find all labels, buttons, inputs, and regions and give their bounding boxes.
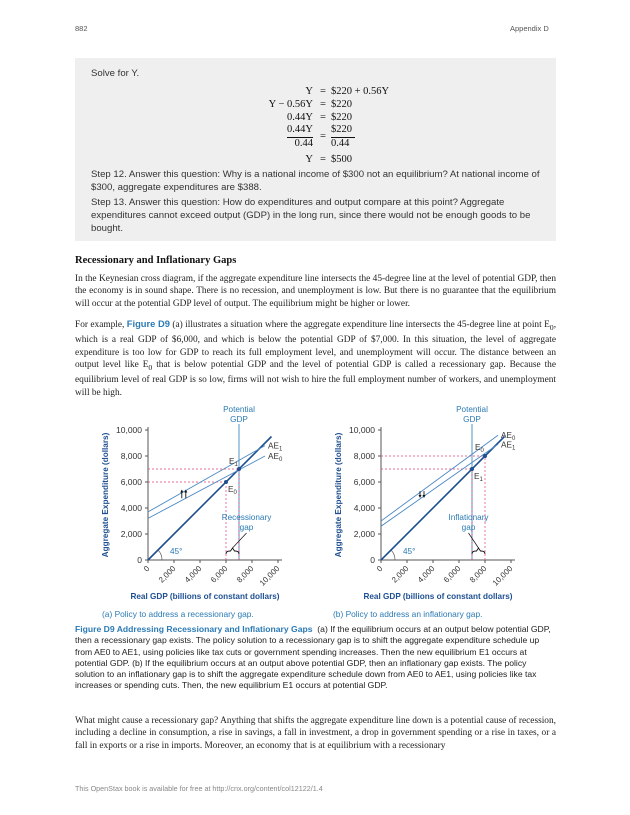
x-tick-label: 8,000 xyxy=(467,564,489,585)
step-12-text: Step 12. Answer this question: Why is a national income of $300 not an equilibrium? At national income of $300, aggregate expenditures are $388. xyxy=(91,169,540,193)
series-line-ae0 xyxy=(148,456,265,518)
y-tick-label: 10,000 xyxy=(349,425,375,435)
figure-caption-text: (a) If the equilibrium occurs at an output below potential GDP, then a recessionary gap exists. The policy solution to a recessionary gap is to shift the aggregate expenditure schedule up from AE0 to AE1, using policies like tax cuts or government spending increases. Then the new equilibrium E1 occurs at potential GDP. (b) If the equilibrium occurs at an output above potential GDP, then an inflationary gap exists. The policy solution to an inflationary gap is to shift the aggregate expenditure schedule down from AE0 to AE1, using policies like tax increases or spending cuts. Then, the new equilibrium E1 occurs at potential GDP. xyxy=(75,624,551,691)
eq2-right: $220 xyxy=(331,99,352,110)
x-tick-label: 0 xyxy=(374,564,385,574)
figure-caption-label: Figure D9 Addressing Recessionary and Inflationary Gaps xyxy=(75,624,313,634)
x-axis-label: Real GDP (billions of constant dollars) xyxy=(130,592,280,601)
paragraph-2-start: For example, xyxy=(75,320,127,330)
eq3-right: $220 xyxy=(331,112,352,123)
gap-bracket xyxy=(226,548,239,554)
y-tick-label: 2,000 xyxy=(353,529,375,539)
angle-label: 45° xyxy=(403,547,416,556)
series-label-sub: 1 xyxy=(278,446,283,453)
x-axis-label: Real GDP (billions of constant dollars) xyxy=(363,592,513,601)
gap-pointer xyxy=(233,533,247,548)
point-label-base: E xyxy=(228,485,234,494)
point-e1 xyxy=(470,467,474,471)
x-tick-label: 4,000 xyxy=(182,564,204,585)
point-label-sub: 1 xyxy=(479,477,483,483)
series-label-sub: 1 xyxy=(511,445,516,452)
running-header: Appendix D xyxy=(510,24,549,33)
x-tick-label: 4,000 xyxy=(415,564,437,585)
x-tick-label: 2,000 xyxy=(389,564,411,585)
angle-arc xyxy=(158,550,162,560)
eq3-left: 0.44Y xyxy=(287,112,313,123)
point-label-base: E xyxy=(474,472,480,481)
series-label-ae0 xyxy=(268,452,283,463)
y-axis-label: Aggregate Expenditure (dollars) xyxy=(334,432,343,558)
solve-intro: Solve for Y. xyxy=(91,68,140,79)
eq5-sign: = xyxy=(320,154,326,165)
eq1-left: Y xyxy=(305,86,313,97)
e0-subscript: 0 xyxy=(549,322,554,332)
eq1-right: $220 + 0.56Y xyxy=(331,86,390,97)
angle-arc xyxy=(391,550,395,560)
potential-gdp-label-line1: Potential xyxy=(223,405,255,414)
chart-inflationary-gap xyxy=(329,403,553,603)
gap-bracket xyxy=(472,548,485,554)
gap-label-line2: gap xyxy=(461,523,476,532)
series-label-sub: 0 xyxy=(278,457,283,463)
paragraph-3: What might cause a recessionary gap? Anything that shifts the aggregate expenditure line down is a potential cause of recession, including a decline in consumption, a rise in savings, a fall in investment, a drop in government spending or a rise in taxes, or a fall in exports or a rise in imports. Moreover, an economy that is at equilibrium with a recessionary xyxy=(75,716,556,751)
y-tick-label: 6,000 xyxy=(353,477,375,487)
y-tick-label: 0 xyxy=(370,555,375,565)
eq4-right-den: 0.44 xyxy=(331,138,350,149)
eq2-sign: = xyxy=(320,99,326,110)
shift-arrow-head xyxy=(419,495,422,498)
paragraph-2-text-c: that is below potential GDP and the level of potential GDP is called a recessionary gap. Because the equilibrium level of real GDP is so low, firms will not wish to hire the full employment number of workers, and unemployment will be high. xyxy=(75,360,556,398)
eq4-right-num: $220 xyxy=(331,124,352,135)
series-line-45deg xyxy=(148,437,272,561)
paragraph-2-text-a: (a) illustrates a situation where the aggregate expenditure line intersects the 45-degree line at point E xyxy=(169,320,550,330)
series-label-base: AE xyxy=(268,441,279,451)
equation-block xyxy=(253,86,453,166)
gap-pointer xyxy=(469,533,479,548)
angle-label: 45° xyxy=(170,547,183,556)
potential-gdp-label-line2: GDP xyxy=(463,415,481,424)
eq4-sign: = xyxy=(320,131,326,142)
point-e0 xyxy=(483,454,487,458)
potential-gdp-label-line1: Potential xyxy=(456,405,488,414)
y-tick-label: 4,000 xyxy=(120,503,142,513)
series-label-ae1 xyxy=(268,442,283,453)
x-tick-label: 10,000 xyxy=(257,564,282,588)
page-number: 882 xyxy=(75,24,88,33)
y-tick-label: 10,000 xyxy=(116,425,142,435)
series-label-base: AE xyxy=(501,440,512,450)
point-label-sub: 1 xyxy=(234,462,238,468)
subfigure-a-caption: (a) Policy to address a recessionary gap. xyxy=(102,609,254,619)
eq3-sign: = xyxy=(320,112,326,123)
figure-d9-link[interactable]: Figure D9 xyxy=(126,319,170,329)
gap-label-line2: gap xyxy=(239,523,254,532)
eq5-right: $500 xyxy=(331,154,352,165)
point-e0 xyxy=(224,480,228,484)
page-footer: This OpenStax book is available for free at http://cnx.org/content/col12122/1.4 xyxy=(75,784,323,793)
y-tick-label: 4,000 xyxy=(353,503,375,513)
y-tick-label: 0 xyxy=(137,555,142,565)
eq5-left: Y xyxy=(305,154,313,165)
point-label-e1 xyxy=(474,472,483,483)
y-axis-label: Aggregate Expenditure (dollars) xyxy=(101,432,110,558)
eq1-sign: = xyxy=(320,86,326,97)
point-label-base: E xyxy=(475,443,481,452)
point-label-e0 xyxy=(228,485,237,496)
point-label-sub: 0 xyxy=(233,490,237,496)
worked-example-box xyxy=(75,58,556,241)
paragraph-2 xyxy=(75,318,556,399)
series-label-base: AE xyxy=(501,431,512,441)
y-tick-label: 2,000 xyxy=(120,529,142,539)
potential-gdp-label-line2: GDP xyxy=(230,415,248,424)
point-label-sub: 0 xyxy=(480,448,484,454)
step-13-text: Step 13. Answer this question: How do expenditures and output compare at this point? Aggregate expenditures cannot exceed output (GDP) in the long run, since there would not be enough goods to be bought. xyxy=(91,197,531,234)
point-label-e1 xyxy=(229,457,238,468)
figure-caption xyxy=(75,624,556,692)
series-label-sub: 0 xyxy=(511,436,516,443)
series-label-base: AE xyxy=(268,452,279,461)
paragraph-1: In the Keynesian cross diagram, if the aggregate expenditure line intersects the 45-degree line at the level of potential GDP, then the economy is in sound shape. There is no recession, and unemployment is low. But there is no guarantee that the equilibrium will occur at the potential GDP level of output. The equilibrium might be higher or lower. xyxy=(75,274,556,309)
y-tick-label: 6,000 xyxy=(120,477,142,487)
shift-arrow-head xyxy=(180,489,183,492)
y-tick-label: 8,000 xyxy=(120,451,142,461)
chart-recessionary-gap xyxy=(96,403,320,603)
gap-label-line1: Recessionary xyxy=(221,513,272,522)
eq4-left-den: 0.44 xyxy=(294,138,313,149)
x-tick-label: 0 xyxy=(141,564,152,574)
x-tick-label: 2,000 xyxy=(156,564,178,585)
eq2-left: Y − 0.56Y xyxy=(268,99,313,110)
gap-label-line1: Inflationary xyxy=(448,513,489,522)
eq4-left-num: 0.44Y xyxy=(287,124,313,135)
x-tick-label: 8,000 xyxy=(234,564,256,585)
section-heading: Recessionary and Inflationary Gaps xyxy=(75,255,237,266)
x-tick-label: 6,000 xyxy=(208,564,230,585)
y-tick-label: 8,000 xyxy=(353,451,375,461)
x-tick-label: 10,000 xyxy=(490,564,515,588)
e0-subscript-2: 0 xyxy=(148,362,153,372)
paragraph-2-text-b: , which is a real GDP of $6,000, and which is below the potential GDP of $7,000. In this situation, the level of aggregate expenditure is too low for GDP to reach its full employment level, and unemployment will occur. The distance between an output level like E xyxy=(75,320,557,371)
point-label-e0 xyxy=(475,443,484,454)
x-tick-label: 6,000 xyxy=(441,564,463,585)
point-label-base: E xyxy=(229,457,235,466)
subfigure-b-caption: (b) Policy to address an inflationary gap. xyxy=(333,609,483,619)
